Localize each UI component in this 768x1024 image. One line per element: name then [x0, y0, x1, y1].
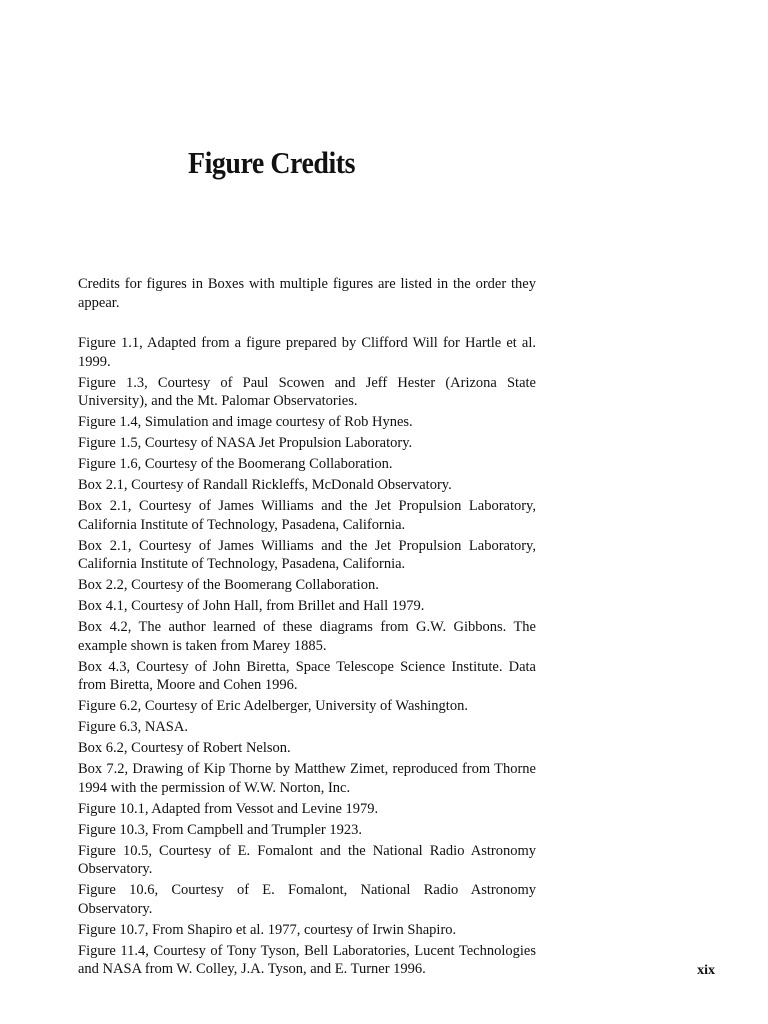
credit-item: Figure 10.3, From Campbell and Trumpler 1923. — [78, 821, 362, 838]
credit-item: Figure 1.4, Simulation and image courtesy of Rob Hynes. — [78, 414, 413, 430]
credit-item: Box 4.3, Courtesy of John Biretta, Space Telescope Science Institute. Data from Biretta, Moore and Cohen 1996. — [78, 658, 536, 693]
intro-paragraph: Credits for figures in Boxes with multiple figures are listed in the order they appear. — [78, 276, 536, 311]
credit-item: Figure 6.3, NASA. — [78, 719, 188, 735]
credit-item: Figure 10.6, Courtesy of E. Fomalont, National Radio Astronomy Observatory. — [78, 882, 536, 917]
credit-item: Box 2.2, Courtesy of the Boomerang Collaboration. — [78, 577, 379, 593]
credit-item: Box 2.1, Courtesy of James Williams and the Jet Propulsion Laboratory, California Institute of Technology, Pasadena, California. — [78, 498, 536, 533]
credit-item: Figure 11.4, Courtesy of Tony Tyson, Bell Laboratories, Lucent Technologies and NASA from W. Colley, J.A. Tyson, and E. Turner 1996. — [78, 942, 536, 977]
credit-item: Box 4.1, Courtesy of John Hall, from Brillet and Hall 1979. — [78, 598, 425, 614]
credit-item: Figure 1.1, Adapted from a figure prepared by Clifford Will for Hartle et al. 1999. — [78, 335, 536, 370]
page-title: Figure Credits — [188, 145, 356, 180]
credit-item: Figure 1.3, Courtesy of Paul Scowen and Jeff Hester (Arizona State University), and the Mt. Palomar Observatories. — [78, 374, 536, 409]
credit-item: Box 4.2, The author learned of these diagrams from G.W. Gibbons. The example shown is taken from Marey 1885. — [78, 619, 536, 654]
page-number: xix — [697, 963, 715, 978]
credit-item: Figure 10.7, From Shapiro et al. 1977, courtesy of Irwin Shapiro. — [78, 921, 457, 938]
credit-item: Figure 10.5, Courtesy of E. Fomalont and the National Radio Astronomy Observatory. — [78, 842, 536, 877]
credit-item: Box 6.2, Courtesy of Robert Nelson. — [78, 740, 291, 756]
credits-section — [78, 275, 536, 981]
credit-item: Box 2.1, Courtesy of Randall Rickleffs, McDonald Observatory. — [78, 477, 452, 493]
credits-list — [78, 334, 536, 979]
credit-item: Figure 1.5, Courtesy of NASA Jet Propulsion Laboratory. — [78, 435, 413, 451]
credit-item: Figure 10.1, Adapted from Vessot and Levine 1979. — [78, 800, 379, 817]
credit-item: Box 7.2, Drawing of Kip Thorne by Matthew Zimet, reproduced from Thorne 1994 with the permission of W.W. Norton, Inc. — [78, 761, 536, 796]
credit-item: Figure 1.6, Courtesy of the Boomerang Collaboration. — [78, 456, 393, 472]
credit-item: Figure 6.2, Courtesy of Eric Adelberger, University of Washington. — [78, 698, 468, 714]
credit-item: Box 2.1, Courtesy of James Williams and the Jet Propulsion Laboratory, California Institute of Technology, Pasadena, California. — [78, 537, 536, 572]
